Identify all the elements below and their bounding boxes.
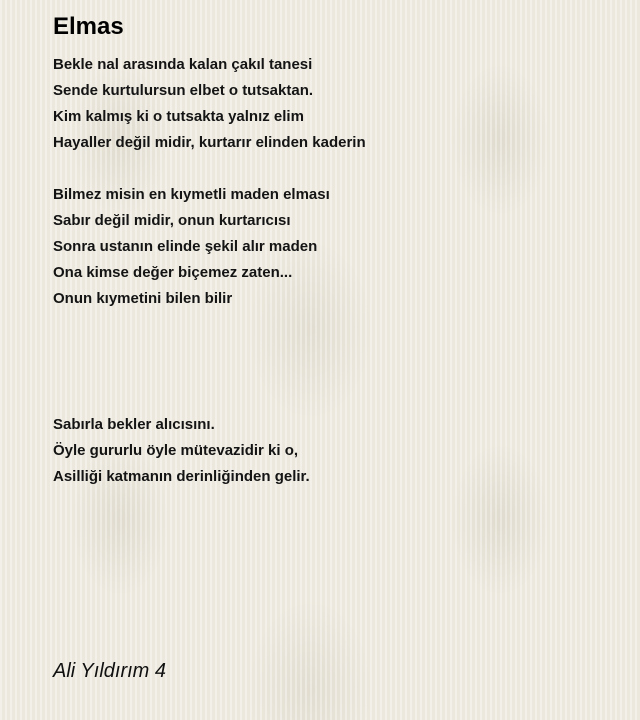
poem-line: Kim kalmış ki o tutsakta yalnız elim [53, 108, 304, 125]
poem-line: Sabırla bekler alıcısını. [53, 416, 215, 433]
poem-line: Asilliği katmanın derinliğinden gelir. [53, 468, 310, 485]
stanza-2 [53, 182, 330, 312]
poem-line: Hayaller değil midir, kurtarır elinden kaderin [53, 134, 366, 151]
poem-line: Sende kurtulursun elbet o tutsaktan. [53, 82, 314, 99]
poem-line: Onun kıymetini bilen bilir [53, 290, 233, 307]
poem-line: Öyle gururlu öyle mütevazidir ki o, [53, 442, 299, 459]
poem-line: Sabır değil midir, onun kurtarıcısı [53, 212, 291, 229]
poem-title: Elmas [53, 13, 124, 40]
poem-line: Bekle nal arasında kalan çakıl tanesi [53, 56, 313, 73]
poem-line: Sonra ustanın elinde şekil alır maden [53, 238, 318, 255]
stanza-1 [53, 52, 366, 156]
poem-line: Bilmez misin en kıymetli maden elması [53, 186, 330, 203]
poem-line: Ona kimse değer biçemez zaten... [53, 264, 293, 281]
poem-author: Ali Yıldırım 4 [53, 660, 166, 682]
stanza-3 [53, 412, 310, 490]
